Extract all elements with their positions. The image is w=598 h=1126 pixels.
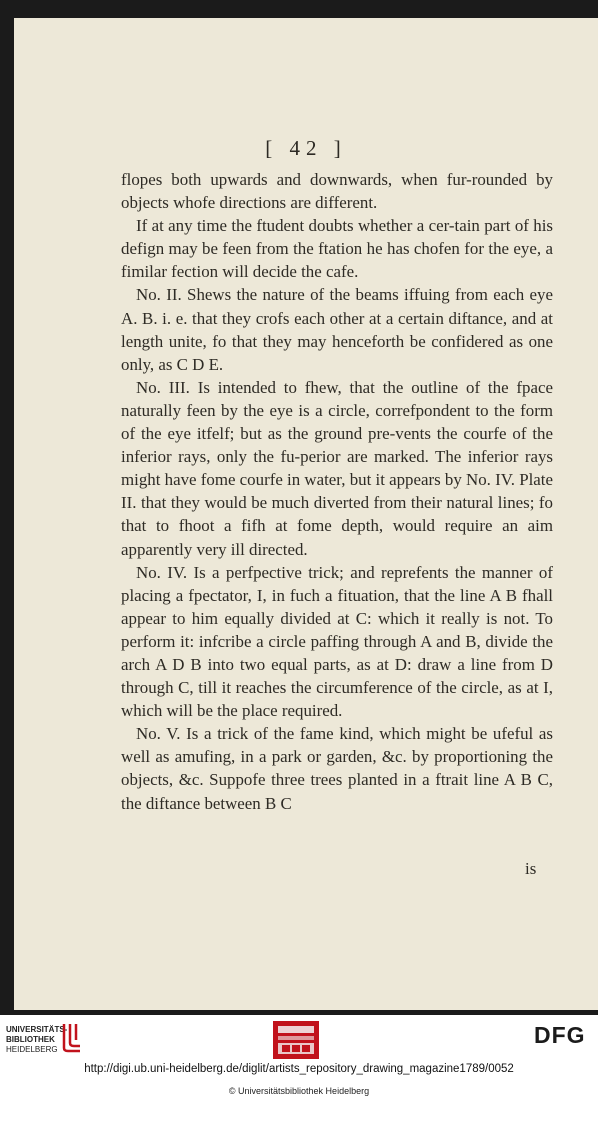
paragraph: No. V. Is a trick of the fame kind, which might be ufeful as well as amufing, in a park or garden, &c. by proportioning the objects, &c. Suppofe three trees planted in a ftrait line A B C, the diftance between B C	[121, 724, 553, 813]
paragraph: flopes both upwards and downwards, when fur-rounded by objects whofe directions are different.	[121, 170, 553, 213]
seal-icon	[273, 1021, 319, 1059]
library-emblem-icon	[60, 1021, 84, 1053]
permalink-url[interactable]: http://digi.ub.uni-heidelberg.de/diglit/artists_repository_drawing_magazine1789/0052	[84, 1063, 514, 1075]
heidelberg-seal-logo[interactable]	[273, 1021, 319, 1059]
viewer-footer	[0, 1015, 598, 1126]
library-name-line2: BIBLIOTHEK	[6, 1035, 55, 1044]
catchword: is	[525, 859, 537, 878]
paragraph: No. II. Shews the nature of the beams iffuing from each eye A. B. i. e. that they crofs each other at a certain diftance, and at length unite, fo that they may henceforth be confidered as one only, as C D E.	[121, 285, 553, 374]
book-page	[14, 18, 598, 1010]
paragraph: If at any time the ftudent doubts whether a cer-tain part of his defign may be feen from the ftation he has chofen for the eye, a fimilar fection will decide the cafe.	[121, 216, 553, 282]
paragraph: No. III. Is intended to fhew, that the outline of the fpace naturally feen by the eye is a circle, correfpondent to the form of the eye itfelf; but as the ground pre-vents the courfe of the inferior rays, only the fu-perior are marked. The inferior rays might have fome courfe in water, but it appears by No. IV. Plate II. that they would be much diverted from their natural lines; fo that to fhoot a fifh at fome depth, would require an aim apparently very ill directed.	[121, 377, 553, 559]
page-number: [ 42 ]	[265, 136, 347, 160]
paragraph: No. IV. Is a perfpective trick; and reprefents the manner of placing a fpectator, I, in fuch a fituation, that the line A B fhall appear to him equally divided at C: which it really is not. To perform it: infcribe a circle paffing through A and B, divide the arch A D B into two equal parts, as at D: draw a line from D through C, till it reaches the circumference of the circle, as at I, which will be the place required.	[121, 562, 553, 721]
library-name-line1: UNIVERSITÄTS-	[6, 1025, 68, 1034]
library-name-line3: HEIDELBERG	[6, 1045, 58, 1054]
page-body-text	[121, 168, 553, 815]
dfg-logo[interactable]: DFG	[534, 1022, 586, 1048]
copyright-notice: © Universitätsbibliothek Heidelberg	[228, 1086, 370, 1096]
